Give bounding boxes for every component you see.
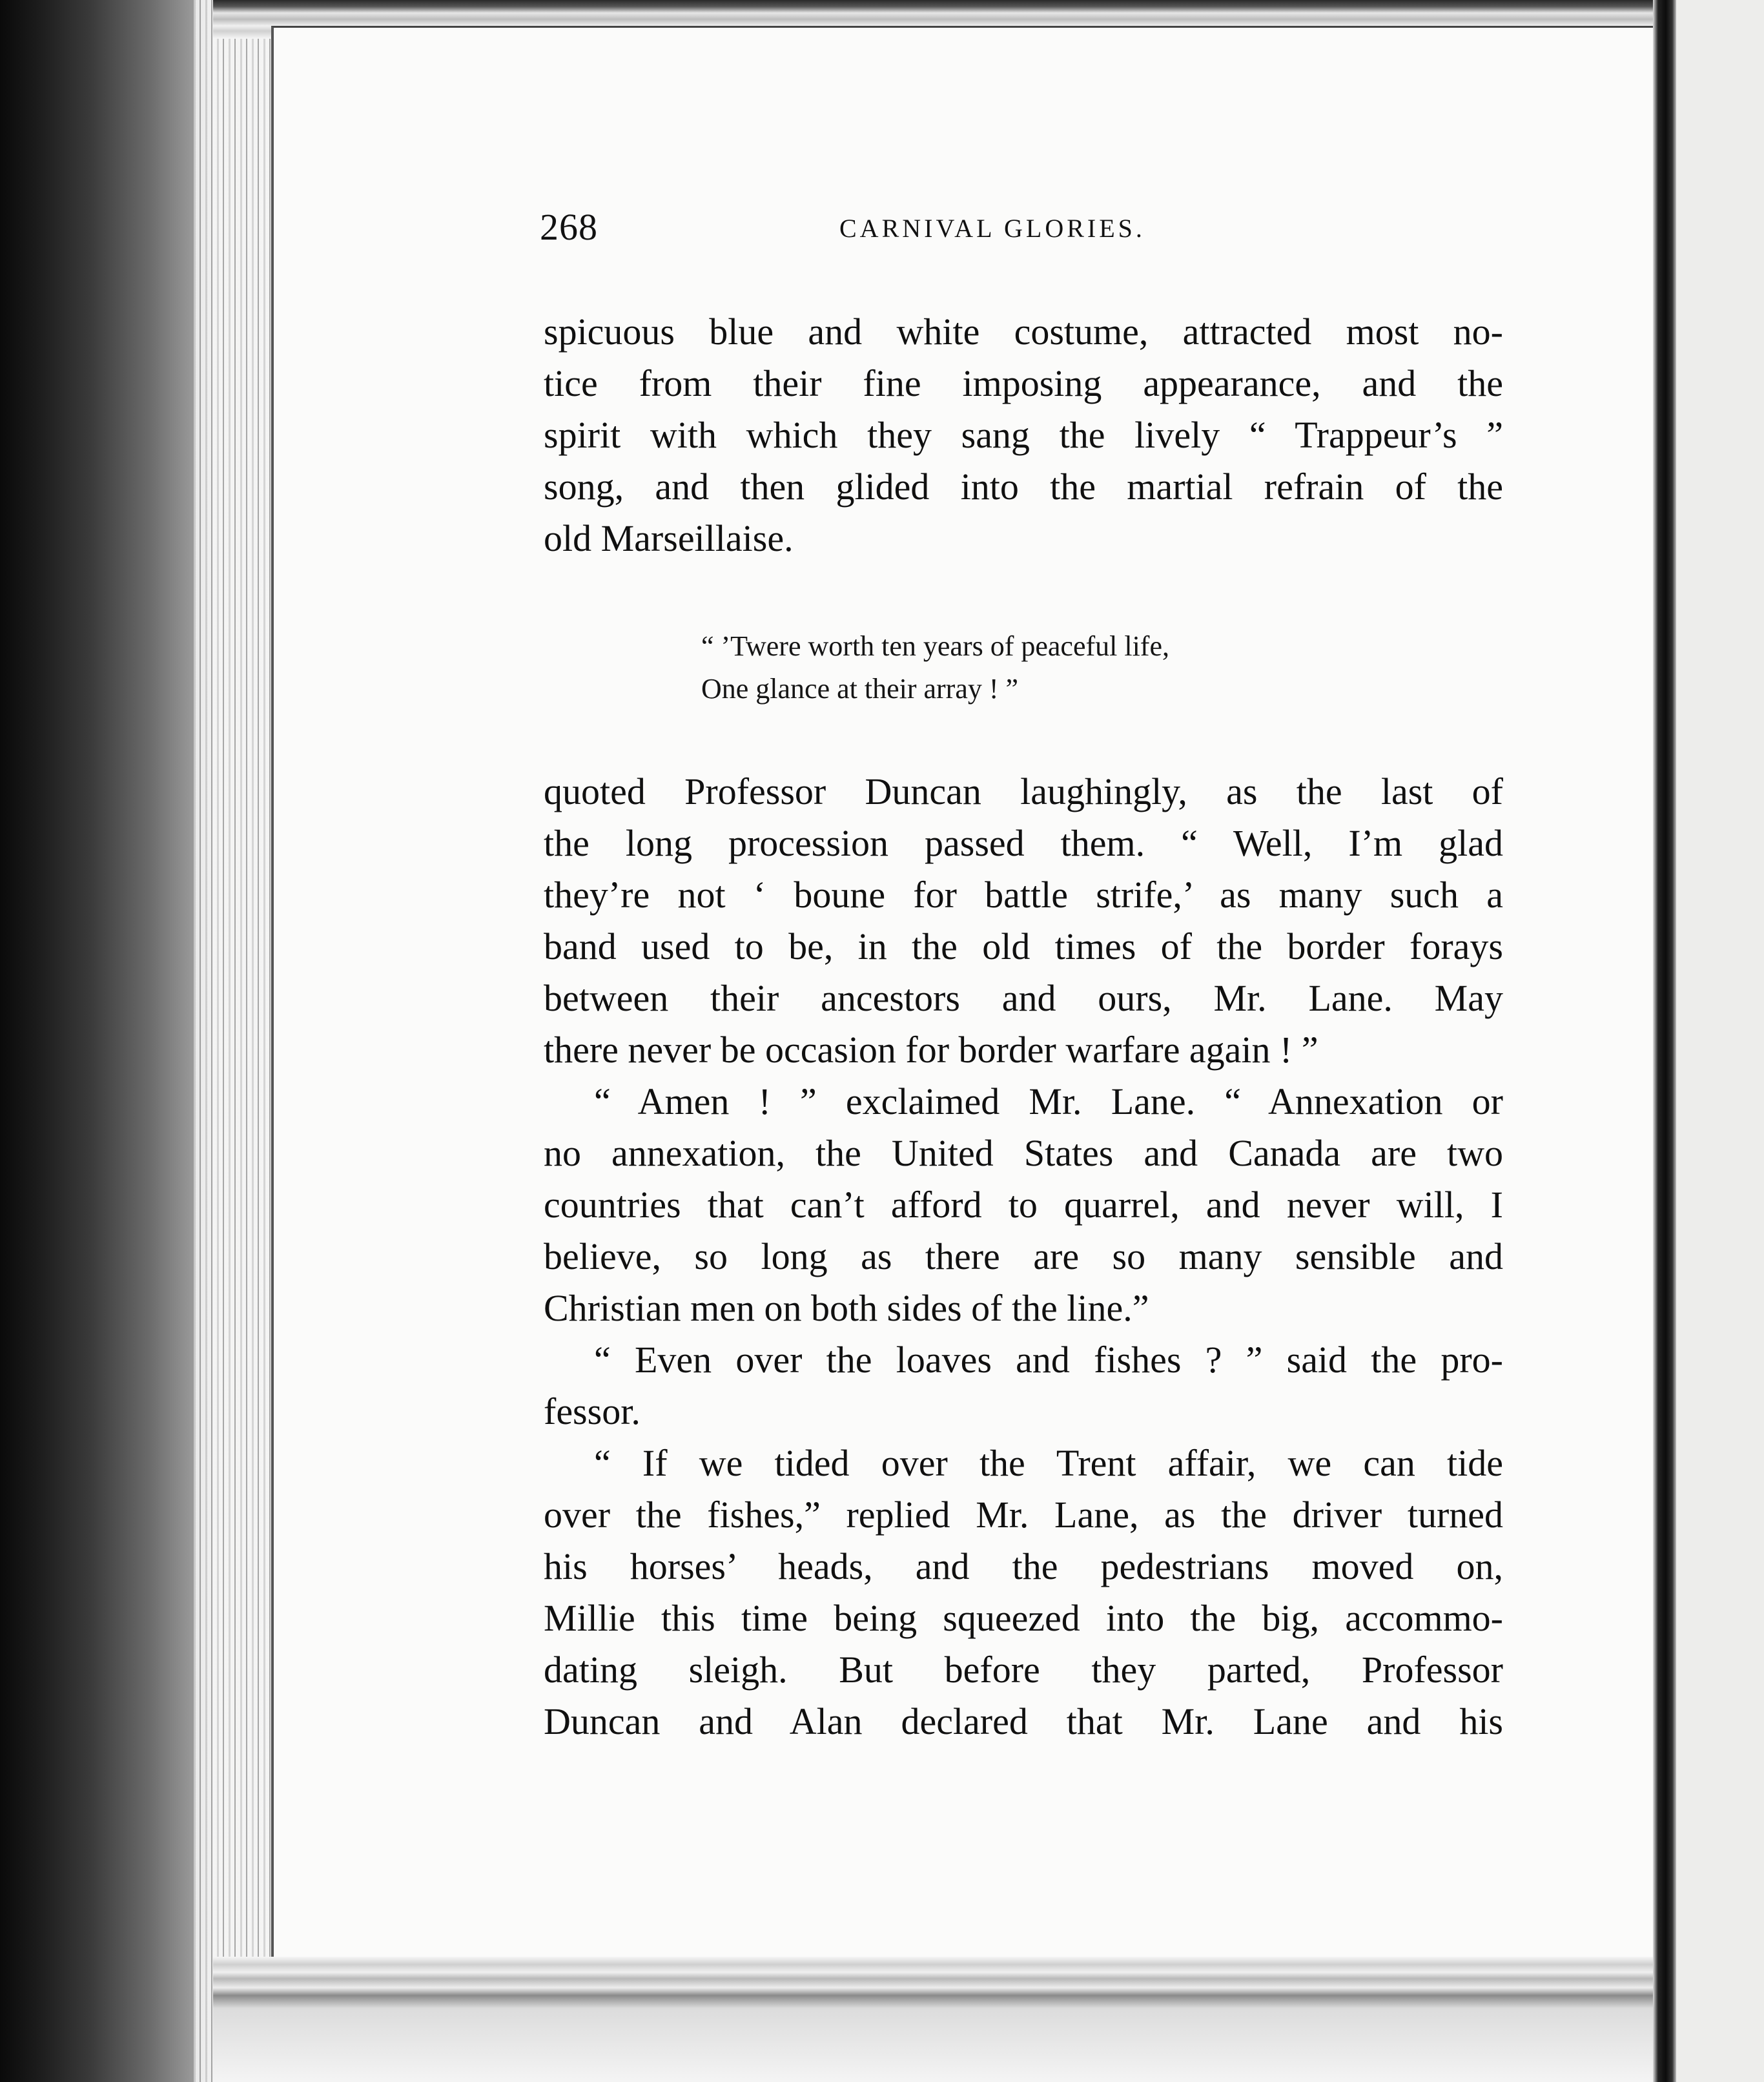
text-line: no annexation, the United States and Canada are two bbox=[544, 1132, 1503, 1174]
text-line: band used to be, in the old times of the border forays bbox=[544, 925, 1503, 967]
text-line: “ If we tided over the Trent affair, we can tide bbox=[594, 1442, 1503, 1484]
text-line: they’re not ‘ boune for battle strife,’ as many such a bbox=[544, 874, 1503, 916]
text-line: quoted Professor Duncan laughingly, as the last of bbox=[544, 770, 1503, 812]
text-line: old Marseillaise. bbox=[544, 517, 794, 559]
text-line: dating sleigh. But before they parted, Professor bbox=[544, 1649, 1503, 1691]
text-line: countries that can’t afford to quarrel, and never will, I bbox=[544, 1184, 1503, 1226]
text-line: “ Amen ! ” exclaimed Mr. Lane. “ Annexation or bbox=[594, 1080, 1503, 1122]
text-line: Duncan and Alan declared that Mr. Lane and his bbox=[544, 1700, 1503, 1742]
text-line: Millie this time being squeezed into the big, accommo- bbox=[544, 1597, 1503, 1639]
text-line: fessor. bbox=[544, 1390, 641, 1432]
text-line: “ Even over the loaves and fishes ? ” said the pro- bbox=[594, 1339, 1503, 1381]
book-page-edges-left bbox=[0, 0, 213, 2082]
text-line: believe, so long as there are so many sensible and bbox=[544, 1235, 1503, 1277]
page-number: 268 bbox=[540, 206, 598, 248]
running-title: CARNIVAL GLORIES. bbox=[839, 214, 1145, 243]
verse-line: One glance at their array ! ” bbox=[701, 673, 1019, 705]
text-line: Christian men on both sides of the line.” bbox=[544, 1287, 1149, 1329]
book-page-edge-bottom bbox=[213, 1957, 1653, 2082]
text-line: between their ancestors and ours, Mr. Lane. May bbox=[544, 977, 1503, 1019]
text-line: his horses’ heads, and the pedestrians moved on, bbox=[544, 1545, 1503, 1587]
adjacent-page bbox=[1676, 0, 1764, 2082]
text-line: there never be occasion for border warfare again ! ” bbox=[544, 1029, 1318, 1071]
text-line: the long procession passed them. “ Well, I’m glad bbox=[544, 822, 1503, 864]
text-line: spirit with which they sang the lively “ Trappeur’s ” bbox=[544, 414, 1503, 456]
text-line: song, and then glided into the martial refrain of the bbox=[544, 466, 1503, 508]
text-line: over the fishes,” replied Mr. Lane, as the driver turned bbox=[544, 1494, 1503, 1536]
page-stack-lines bbox=[194, 0, 271, 2082]
text-line: spicuous blue and white costume, attracted most no- bbox=[544, 311, 1503, 353]
verse-line: “ ’Twere worth ten years of peaceful life, bbox=[701, 630, 1169, 662]
text-line: tice from their fine imposing appearance, and the bbox=[544, 362, 1503, 404]
book-gutter-divider bbox=[1653, 0, 1676, 2082]
